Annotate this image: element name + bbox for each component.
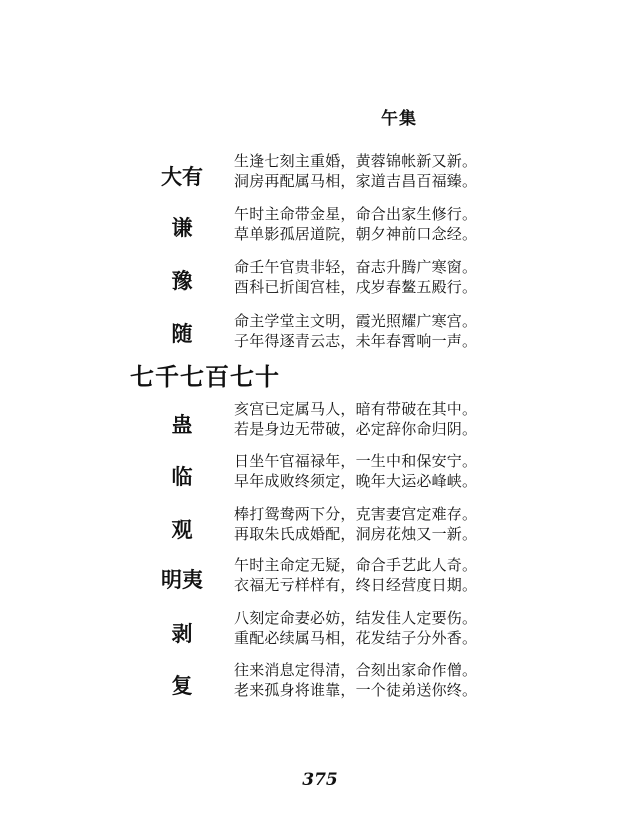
hexagram-name: 蛊 bbox=[171, 412, 193, 437]
verse-line: 亥宫已定属马人，暗有带破在其中。 bbox=[234, 400, 478, 418]
page-number: 375 bbox=[302, 770, 338, 790]
hexagram-name: 剥 bbox=[171, 621, 193, 646]
hexagram-name: 复 bbox=[171, 673, 193, 698]
verse bbox=[234, 151, 477, 191]
hexagram-name: 谦 bbox=[171, 215, 193, 240]
verse bbox=[234, 451, 477, 491]
hexagram-name: 明夷 bbox=[161, 567, 203, 592]
verse-line: 往来消息定得清，合刻出家命作僧。 bbox=[234, 661, 478, 679]
section-title: 七千七百七十 bbox=[130, 362, 280, 391]
verse-line: 衣福无亏样样有，终日经营度日期。 bbox=[234, 576, 478, 594]
hexagram-name: 豫 bbox=[171, 268, 193, 293]
verse-line: 洞房再配属马相，家道吉昌百福臻。 bbox=[234, 172, 478, 190]
verse-line: 命壬午官贵非轻，奋志升腾广寒窗。 bbox=[234, 258, 478, 276]
running-header: 午集 bbox=[381, 109, 417, 129]
verse bbox=[234, 311, 477, 351]
verse bbox=[234, 660, 477, 700]
verse-line: 草单影孤居道院，朝夕神前口念经。 bbox=[234, 225, 478, 243]
verse-line: 若是身边无带破，必定辞你命归阴。 bbox=[234, 420, 478, 438]
verse bbox=[234, 257, 477, 297]
verse-line: 八刻定命妻必妨，结发佳人定要伤。 bbox=[234, 609, 478, 627]
verse-line: 午时主命定无疑，命合手艺此人奇。 bbox=[234, 556, 478, 574]
verse-line: 重配必续属马相，花发结子分外香。 bbox=[234, 629, 478, 647]
verse bbox=[234, 504, 477, 544]
verse bbox=[234, 555, 477, 595]
verse bbox=[234, 399, 477, 439]
verse-line: 老来孤身将谁靠，一个徒弟送你终。 bbox=[234, 681, 478, 699]
verse bbox=[234, 608, 477, 648]
verse-line: 棒打鸳鸯两下分，克害妻宫定难存。 bbox=[234, 505, 478, 523]
verse-line: 午时主命带金星，命合出家生修行。 bbox=[234, 205, 478, 223]
verse-line: 早年成败终须定，晚年大运必峰峡。 bbox=[234, 472, 478, 490]
verse-line: 酉科已折闺宫桂，戌岁春鳌五殿行。 bbox=[234, 278, 478, 296]
hexagram-name: 临 bbox=[171, 464, 193, 489]
verse-line: 生逢七刻主重婚，黄蓉锦帐新又新。 bbox=[234, 152, 478, 170]
verse-line: 再取朱氏成婚配，洞房花烛又一新。 bbox=[234, 525, 478, 543]
verse bbox=[234, 204, 477, 244]
hexagram-name: 观 bbox=[171, 517, 193, 542]
verse-line: 子年得逐青云志，未年春霄响一声。 bbox=[234, 332, 478, 350]
verse-line: 日坐午官福禄年，一生中和保安宁。 bbox=[234, 452, 478, 470]
verse-line: 命主学堂主文明，霞光照耀广寒宫。 bbox=[234, 312, 478, 330]
hexagram-name: 随 bbox=[171, 321, 193, 346]
hexagram-name: 大有 bbox=[161, 164, 203, 189]
